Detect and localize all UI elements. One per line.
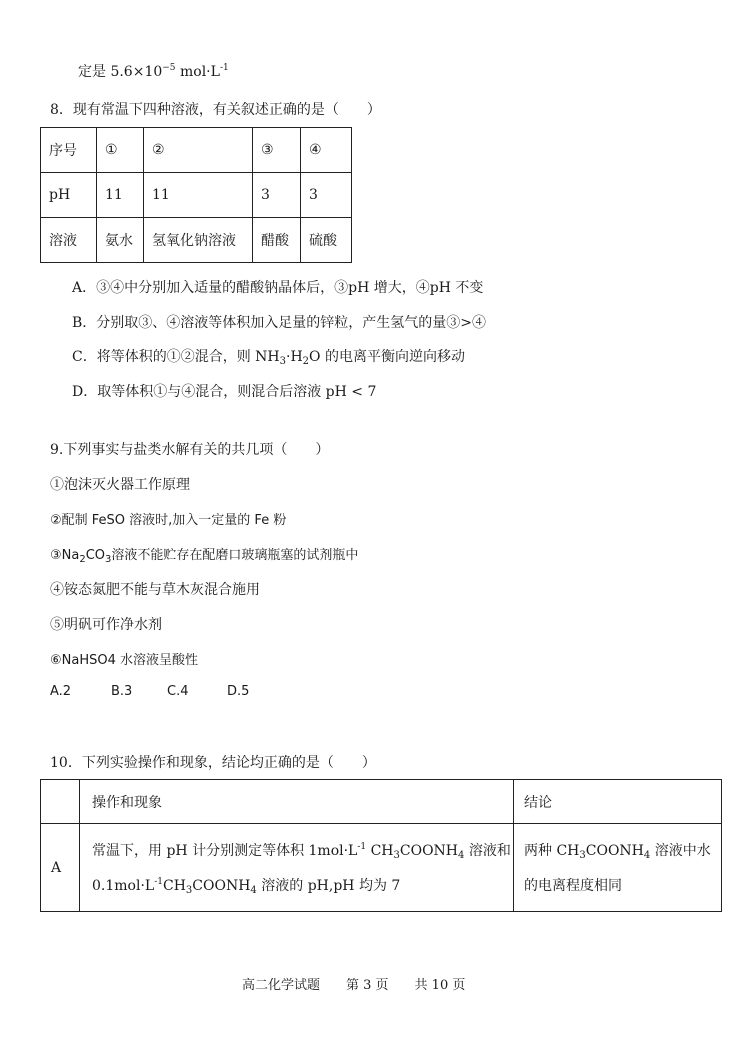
table-row [41,173,352,218]
answer-choice: A.2 [50,684,72,699]
solution-table [40,127,352,263]
column-header: 操作和现象 [80,780,514,824]
row-label: A [41,824,80,912]
table-row [41,218,352,263]
table-cell: 序号 [41,128,97,173]
operation-line-1: 常温下，用 pH 计分别测定等体积 $1mol\cdot L^{-1}$ $CH_3COONH_4$ 溶液和 [92,841,511,861]
table-cell: 醋酸 [253,218,301,263]
table-cell: 3 [301,173,352,218]
table-cell: 11 [144,173,253,218]
answer-choice: D.5 [227,684,250,699]
operation-line-2: $0.1mol\cdot L^{-1}CH_3COONH_4$ 溶液的 pH,pH 均为 7 [92,876,401,896]
experiment-table [40,779,722,912]
table-row [41,824,722,912]
page-footer: 高二化学试题 第 3 页 共 10 页 [242,978,466,993]
answer-choice: C.4 [167,684,189,699]
list-item: ①泡沫灭火器工作原理 [50,477,190,493]
question-8-stem: 8．现有常温下四种溶液，有关叙述正确的是（ ） [50,102,381,118]
conclusion-cell [514,824,722,912]
option-a: A．③④中分别加入适量的醋酸钠晶体后，③pH 增大，④pH 不变 [72,280,484,296]
table-cell: ③ [253,128,301,173]
table-cell: ② [144,128,253,173]
table-cell [41,780,80,824]
list-item: $③Na_2CO_3$溶液不能贮存在配磨口玻璃瓶塞的试剂瓶中 [50,548,359,565]
list-item: ②配制 FeSO 溶液时,加入一定量的 Fe 粉 [50,513,287,528]
question-9-stem: 9.下列事实与盐类水解有关的共几项（ ） [50,442,330,458]
option-b: B．分别取③、④溶液等体积加入足量的锌粒，产生氢气的量③>④ [72,315,487,331]
table-cell: 硫酸 [301,218,352,263]
option-c: C．将等体积的①②混合，则 $NH_3\cdot H_2O$ 的电离平衡向逆向移动 [72,349,465,367]
table-row [41,128,352,173]
list-item: ⑥NaHSO4 水溶液呈酸性 [50,653,199,668]
list-item: ⑤明矾可作净水剂 [50,617,162,633]
table-cell: 氨水 [97,218,144,263]
table-header-row [41,780,722,824]
table-cell: 溶液 [41,218,97,263]
answer-choice: B.3 [111,684,133,699]
table-cell: ④ [301,128,352,173]
continued-line: 定是 $5.6\times 10^{-5}$ $mol\cdot L^{-1}$ [78,63,229,80]
table-cell: 氢氧化钠溶液 [144,218,253,263]
table-cell: ① [97,128,144,173]
conclusion-line-2: 的电离程度相同 [524,878,622,894]
option-d: D．取等体积①与④混合，则混合后溶液 pH < 7 [72,384,377,400]
operation-cell [80,824,514,912]
table-cell: pH [41,173,97,218]
table-cell: 3 [253,173,301,218]
conclusion-line-1: 两种 $CH_3COONH_4$ 溶液中水 [524,843,711,861]
question-10-stem: 10．下列实验操作和现象，结论均正确的是（ ） [50,755,376,771]
column-header: 结论 [514,780,722,824]
table-cell: 11 [97,173,144,218]
list-item: ④铵态氮肥不能与草木灰混合施用 [50,582,260,598]
